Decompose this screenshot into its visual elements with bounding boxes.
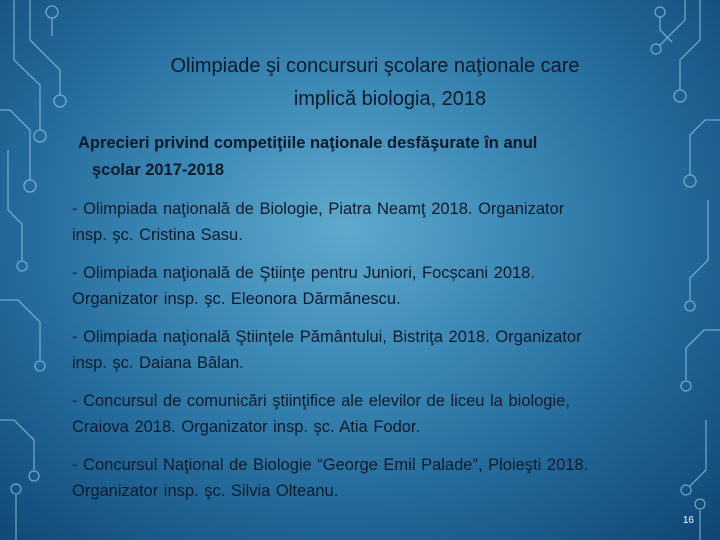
- list-item-line2: Craiova 2018. Organizator insp. şc. Atia Fodor.: [72, 418, 421, 436]
- list-item-line2: Organizator insp. şc. Eleonora Dărmănescu.: [72, 290, 401, 308]
- list-item: [72, 324, 692, 376]
- list-item-line1: - Concursul Naţional de Biologie “George Emil Palade”, Ploieşti 2018.: [72, 456, 589, 474]
- page-number: 16: [682, 515, 694, 526]
- list-item-line1: - Olimpiada naţională de Biologie, Piatra Neamţ 2018. Organizator: [72, 200, 565, 218]
- list-item: [72, 260, 692, 312]
- slide-subtitle-line2: şcolar 2017-2018: [92, 161, 225, 179]
- list-item: [72, 196, 692, 248]
- list-item-line2: insp. şc. Cristina Sasu.: [72, 226, 243, 244]
- slide-title-line2: implică biologia, 2018: [293, 88, 487, 110]
- slide-title: [95, 50, 655, 116]
- list-item-line2: Organizator insp. şc. Silvia Olteanu.: [72, 482, 339, 500]
- list-item: [72, 452, 692, 504]
- list-item: [72, 388, 692, 440]
- slide-title-line1: Olimpiade şi concursuri şcolare naţionale care: [170, 55, 580, 77]
- slide-subtitle: [78, 130, 678, 184]
- list-item-line1: - Olimpiada naţională de Ştiinţe pentru Juniori, Focșcani 2018.: [72, 264, 535, 282]
- slide-subtitle-line1: Aprecieri privind competiţiile naţionale desfăşurate în anul: [78, 134, 538, 152]
- list-item-line1: - Concursul de comunicări ştiinţifice ale elevilor de liceu la biologie,: [72, 392, 570, 410]
- list-item-line2: insp. şc. Daiana Bălan.: [72, 354, 244, 372]
- list-item-line1: - Olimpiada naţională Ştiinţele Pământului, Bistriţa 2018. Organizator: [72, 328, 582, 346]
- competition-list: [72, 196, 692, 516]
